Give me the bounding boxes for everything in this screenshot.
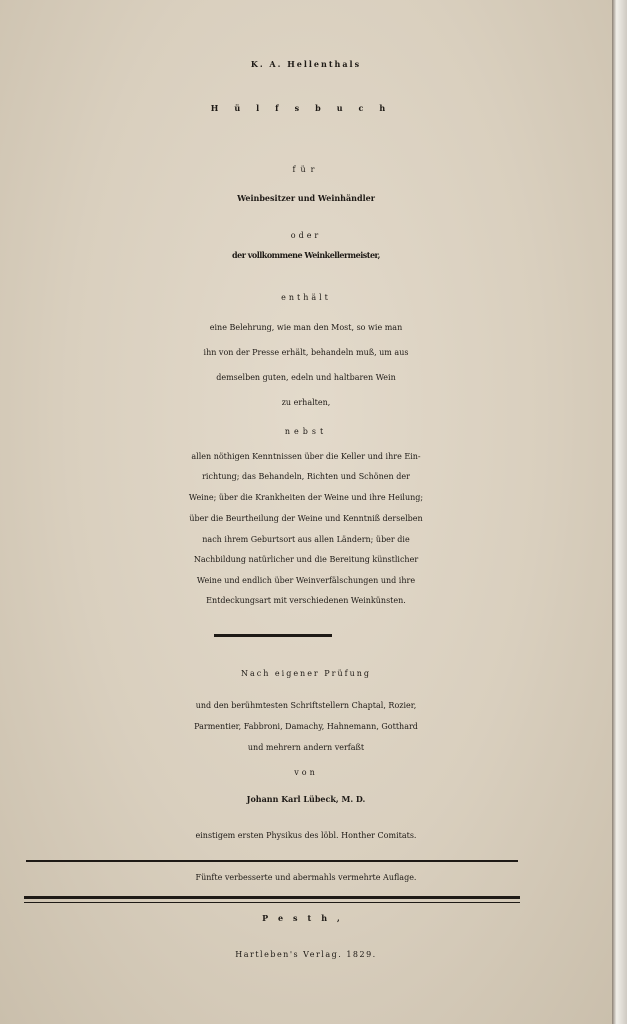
para2-line: Entdeckungsart mit verschiedenen Weinkünsten. <box>206 596 406 605</box>
subtitle-1: Weinbesitzer und Weinhändler <box>237 193 375 203</box>
editor-name: Johann Karl Lübeck, M. D. <box>246 794 366 804</box>
para2-line: Weine; über die Krankheiten der Weine und ihre Heilung; <box>188 493 424 502</box>
book-title: Hülfsbuch <box>210 103 402 113</box>
pruefung-line: Nach eigener Prüfung <box>240 669 372 678</box>
editor-role: einstigem ersten Physikus des löbl. Honther Comitats. <box>195 831 417 840</box>
para2-line: nach ihrem Geburtsort aus allen Ländern; über die <box>202 535 410 544</box>
para1-line: zu erhalten, <box>281 398 331 407</box>
fuer-word: für <box>292 165 320 174</box>
edition-line: Fünfte verbesserte und abermahls vermehrte Auflage. <box>195 873 417 882</box>
author-line: K. A. Hellenthals <box>250 59 362 69</box>
nebst-word: nebst <box>284 427 328 436</box>
publisher-line: Hartleben's Verlag. 1829. <box>235 950 377 959</box>
page-edge <box>612 0 627 1024</box>
rule-bottom-thick <box>24 896 520 899</box>
para2-line: Nachbildung natürlicher und die Bereitung künstlicher <box>193 555 419 564</box>
para3-line: Parmentier, Fabbroni, Damachy, Hahnemann, Gotthard <box>194 722 418 731</box>
place-line: Pesth, <box>262 913 350 923</box>
para1-line: demselben guten, edeln und haltbaren Wein <box>216 373 396 382</box>
para1-line: ihn von der Presse erhält, behandeln muß, um aus <box>203 348 409 357</box>
para3-line: und mehrern andern verfaßt <box>247 743 365 752</box>
para2-line: richtung; das Behandeln, Richten und Schönen der <box>202 472 410 481</box>
rule-bottom-thin <box>24 902 520 903</box>
oder-word: oder <box>290 231 322 240</box>
rule-top <box>26 860 518 862</box>
enthaelt-word: enthält <box>281 293 331 302</box>
para2-line: allen nöthigen Kenntnissen über die Keller und ihre Ein- <box>191 452 421 461</box>
para1-line: eine Belehrung, wie man den Most, so wie man <box>209 323 403 332</box>
subtitle-2: der vollkommene Weinkellermeister, <box>232 250 380 260</box>
para2-line: Weine und endlich über Weinverfälschungen und ihre <box>196 576 416 585</box>
von-word: von <box>294 768 318 777</box>
divider-short <box>214 634 332 637</box>
para3-line: und den berühmtesten Schriftstellern Chaptal, Rozier, <box>195 701 417 710</box>
para2-line: über die Beurtheilung der Weine und Kenntniß derselben <box>189 514 423 523</box>
